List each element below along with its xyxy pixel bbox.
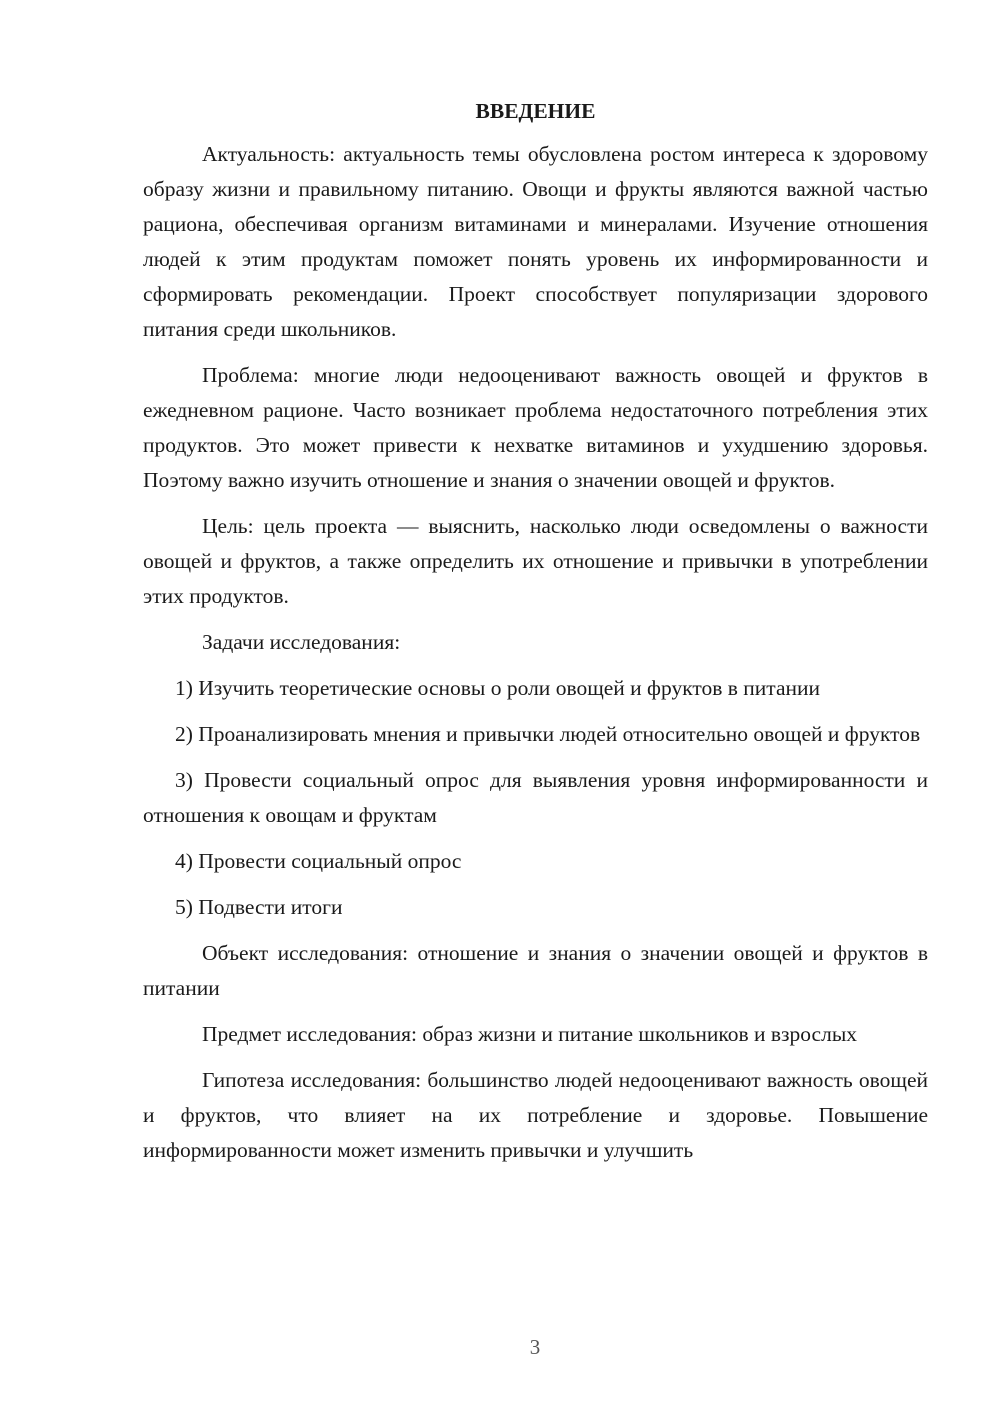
object-paragraph: Объект исследования: отношение и знания о значении овощей и фруктов в питании [143, 941, 928, 1000]
problem-paragraph: Проблема: многие люди недооценивают важность овощей и фруктов в ежедневном рационе. Часто возникает проблема недостаточного потребления этих продуктов. Это может привести к нехватке витаминов и ухудшению здоровья. Поэтому важно изучить отношение и знания о значении овощей и фруктов. [143, 363, 928, 492]
task-item-4: 4) Провести социальный опрос [175, 849, 462, 873]
page-number: 3 [529, 1335, 541, 1359]
task-item-3: 3) Провести социальный опрос для выявления уровня информированности и отношения к овощам и фруктам [143, 768, 928, 827]
task-item-5: 5) Подвести итоги [175, 895, 343, 919]
goal-paragraph: Цель: цель проекта — выяснить, насколько люди осведомлены о важности овощей и фруктов, а также определить их отношение и привычки в употреблении этих продуктов. [143, 514, 928, 608]
subject-paragraph: Предмет исследования: образ жизни и питание школьников и взрослых [202, 1022, 858, 1046]
relevance-paragraph: Актуальность: актуальность темы обусловлена ростом интереса к здоровому образу жизни и правильному питанию. Овощи и фрукты являются важной частью рациона, обеспечивая организм витаминами и минералами. Изучение отношения людей к этим продуктам поможет понять уровень их информированности и сформировать рекомендации. Проект способствует популяризации здорового питания среди школьников. [143, 142, 928, 341]
tasks-title: Задачи исследования: [202, 630, 401, 654]
task-item-2: 2) Проанализировать мнения и привычки людей относительно овощей и фруктов [175, 722, 921, 746]
task-item-1: 1) Изучить теоретические основы о роли овощей и фруктов в питании [175, 676, 821, 700]
section-heading: ВВЕДЕНИЕ [475, 99, 596, 123]
document-page [143, 96, 928, 1179]
hypothesis-paragraph: Гипотеза исследования: большинство людей недооценивают важность овощей и фруктов, что влияет на их потребление и здоровье. Повышение информированности может изменить привычки и улучшить [143, 1068, 928, 1162]
